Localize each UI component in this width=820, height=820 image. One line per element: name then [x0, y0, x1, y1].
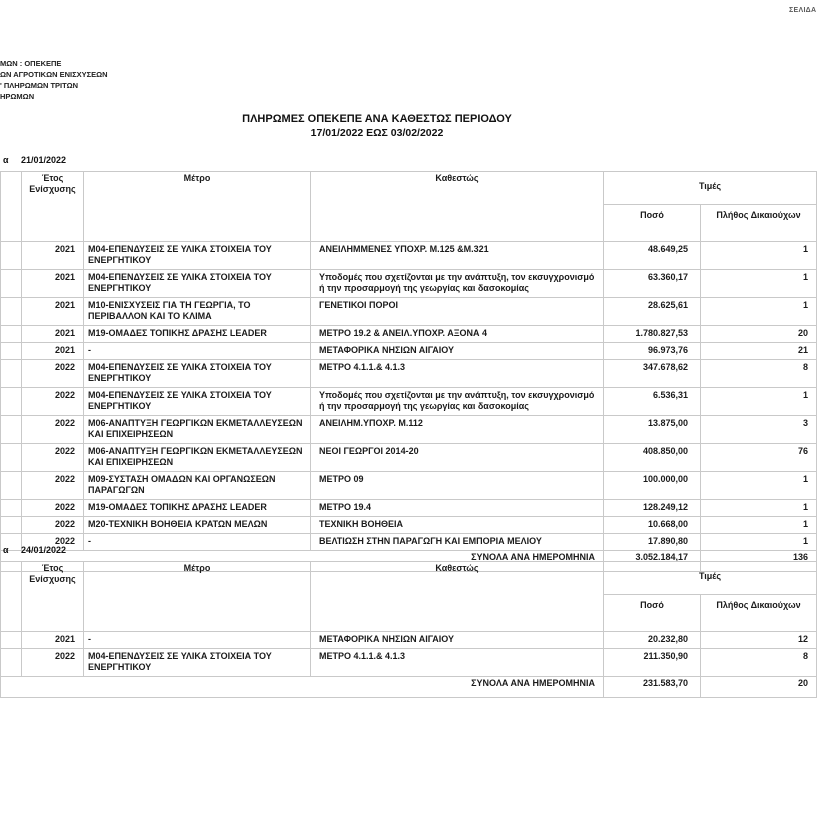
cell-amount: 17.890,80 — [604, 534, 701, 551]
cell-year: 2022 — [22, 534, 84, 551]
cell-amount: 48.649,25 — [604, 242, 701, 270]
row-left-cut-cell — [1, 416, 22, 444]
cell-count: 1 — [701, 517, 817, 534]
cell-measure: - — [84, 343, 311, 360]
cell-regime: ΜΕΤΡΟ 4.1.1.& 4.1.3 — [311, 649, 604, 677]
cell-count: 12 — [701, 632, 817, 649]
cell-year: 2022 — [22, 500, 84, 517]
cell-measure: M04-ΕΠΕΝΔΥΣΕΙΣ ΣΕ ΥΛΙΚΑ ΣΤΟΙΧΕΙΑ ΤΟΥ ΕΝΕΡΓΗΤΙΚΟΥ — [84, 360, 311, 388]
cell-count: 8 — [701, 360, 817, 388]
cell-year: 2022 — [22, 416, 84, 444]
cell-measure: M09-ΣΥΣΤΑΣΗ ΟΜΑΔΩΝ ΚΑΙ ΟΡΓΑΝΩΣΕΩΝ ΠΑΡΑΓΩΓΩΝ — [84, 472, 311, 500]
cell-count: 1 — [701, 242, 817, 270]
row-left-cut-cell — [1, 517, 22, 534]
date-value: 24/01/2022 — [21, 545, 67, 555]
table-row — [1, 298, 817, 326]
cell-year: 2022 — [22, 360, 84, 388]
total-label: ΣΥΝΟΛΑ ΑΝΑ ΗΜΕΡΟΜΗΝΙΑ — [1, 551, 604, 572]
table-body — [1, 242, 817, 551]
date-line — [0, 154, 816, 171]
cell-regime: ΑΝΕΙΛΗΜ.ΥΠΟΧΡ. Μ.112 — [311, 416, 604, 444]
table-row — [1, 649, 817, 677]
total-label: ΣΥΝΟΛΑ ΑΝΑ ΗΜΕΡΟΜΗΝΙΑ — [1, 677, 604, 698]
cell-amount: 96.973,76 — [604, 343, 701, 360]
cell-amount: 63.360,17 — [604, 270, 701, 298]
cell-year: 2022 — [22, 444, 84, 472]
cell-amount: 28.625,61 — [604, 298, 701, 326]
letterhead-line: ' ΠΛΗΡΩΜΩΝ ΤΡΙΤΩΝ — [0, 81, 79, 90]
row-left-cut-cell — [1, 343, 22, 360]
cell-measure: - — [84, 632, 311, 649]
row-left-cut-cell — [1, 298, 22, 326]
date-prefix: α — [3, 545, 9, 555]
total-count: 20 — [701, 677, 817, 698]
column-header-regime: Καθεστώς — [311, 172, 604, 242]
date-value: 21/01/2022 — [21, 155, 67, 165]
cell-year: 2021 — [22, 632, 84, 649]
cell-year: 2022 — [22, 649, 84, 677]
cell-measure: M10-ΕΝΙΣΧΥΣΕΙΣ ΓΙΑ ΤΗ ΓΕΩΡΓΙΑ, ΤΟ ΠΕΡΙΒΑΛΛΟΝ ΚΑΙ ΤΟ ΚΛΙΜΑ — [84, 298, 311, 326]
letterhead-line: ΗΡΩΜΩΝ — [0, 92, 35, 101]
cell-count: 1 — [701, 270, 817, 298]
cell-regime: ΤΕΧΝΙΚΗ ΒΟΗΘΕΙΑ — [311, 517, 604, 534]
column-header-amount: Ποσό — [604, 595, 701, 632]
report-subtitle: 17/01/2022 ΕΩΣ 03/02/2022 — [310, 127, 444, 139]
column-header-year: Έτος Ενίσχυσης — [22, 562, 84, 632]
cell-regime: ΜΕΤΡΟ 09 — [311, 472, 604, 500]
cell-measure: M20-ΤΕΧΝΙΚΗ ΒΟΗΘΕΙΑ ΚΡΑΤΩΝ ΜΕΛΩΝ — [84, 517, 311, 534]
table-row — [1, 500, 817, 517]
cell-regime: ΑΝΕΙΛΗΜΜΕΝΕΣ ΥΠΟΧΡ. Μ.125 &Μ.321 — [311, 242, 604, 270]
table-row — [1, 242, 817, 270]
cell-count: 1 — [701, 500, 817, 517]
cell-amount: 20.232,80 — [604, 632, 701, 649]
total-amount: 3.052.184,17 — [604, 551, 701, 572]
row-left-cut-cell — [1, 242, 22, 270]
total-amount: 231.583,70 — [604, 677, 701, 698]
date-prefix: α — [3, 155, 9, 165]
cell-amount: 100.000,00 — [604, 472, 701, 500]
total-row — [1, 677, 817, 698]
cell-year: 2021 — [22, 343, 84, 360]
row-left-cut-cell — [1, 649, 22, 677]
total-count: 136 — [701, 551, 817, 572]
payments-table-section-2 — [0, 544, 816, 698]
row-left-cut-cell — [1, 500, 22, 517]
cell-measure: M19-ΟΜΑΔΕΣ ΤΟΠΙΚΗΣ ΔΡΑΣΗΣ LEADER — [84, 326, 311, 343]
cell-amount: 408.850,00 — [604, 444, 701, 472]
cell-count: 1 — [701, 472, 817, 500]
cell-measure: M04-ΕΠΕΝΔΥΣΕΙΣ ΣΕ ΥΛΙΚΑ ΣΤΟΙΧΕΙΑ ΤΟΥ ΕΝΕΡΓΗΤΙΚΟΥ — [84, 649, 311, 677]
column-header-measure: Μέτρο — [84, 562, 311, 632]
table-row — [1, 517, 817, 534]
cell-count: 8 — [701, 649, 817, 677]
letterhead-block — [0, 58, 108, 102]
cell-regime: ΝΕΟΙ ΓΕΩΡΓΟΙ 2014-20 — [311, 444, 604, 472]
cell-count: 21 — [701, 343, 817, 360]
letterhead-line: ΩΝ ΑΓΡΟΤΙΚΩΝ ΕΝΙΣΧΥΣΕΩΝ — [0, 70, 108, 79]
cell-regime: ΜΕΤΡΟ 19.2 & ΑΝΕΙΛ.ΥΠΟΧΡ. ΑΞΟΝΑ 4 — [311, 326, 604, 343]
cell-year: 2021 — [22, 298, 84, 326]
cell-amount: 13.875,00 — [604, 416, 701, 444]
cell-measure: M04-ΕΠΕΝΔΥΣΕΙΣ ΣΕ ΥΛΙΚΑ ΣΤΟΙΧΕΙΑ ΤΟΥ ΕΝΕΡΓΗΤΙΚΟΥ — [84, 388, 311, 416]
cell-measure: M06-ΑΝΑΠΤΥΞΗ ΓΕΩΡΓΙΚΩΝ ΕΚΜΕΤΑΛΛΕΥΣΕΩΝ ΚΑΙ ΕΠΙΧΕΙΡΗΣΕΩΝ — [84, 444, 311, 472]
column-header-cut — [1, 172, 22, 242]
cell-regime: ΜΕΤΑΦΟΡΙΚΑ ΝΗΣΙΩΝ ΑΙΓΑΙΟΥ — [311, 343, 604, 360]
column-header-count: Πλήθος Δικαιούχων — [701, 595, 817, 632]
page-number-label: ΣΕΛΙΔΑ — [789, 7, 817, 14]
column-header-count: Πλήθος Δικαιούχων — [701, 205, 817, 242]
payments-table — [0, 171, 817, 572]
table-row — [1, 472, 817, 500]
cell-measure: M04-ΕΠΕΝΔΥΣΕΙΣ ΣΕ ΥΛΙΚΑ ΣΤΟΙΧΕΙΑ ΤΟΥ ΕΝΕΡΓΗΤΙΚΟΥ — [84, 270, 311, 298]
date-line — [0, 544, 816, 561]
column-group-values: Τιμές — [604, 562, 817, 595]
cell-regime: ΒΕΛΤΙΩΣΗ ΣΤΗΝ ΠΑΡΑΓΩΓΗ ΚΑΙ ΕΜΠΟΡΙΑ ΜΕΛΙΟΥ — [311, 534, 604, 551]
cell-count: 3 — [701, 416, 817, 444]
column-group-values: Τιμές — [604, 172, 817, 205]
row-left-cut-cell — [1, 326, 22, 343]
cell-count: 1 — [701, 388, 817, 416]
cell-count: 76 — [701, 444, 817, 472]
table-row — [1, 632, 817, 649]
table-row — [1, 416, 817, 444]
row-left-cut-cell — [1, 472, 22, 500]
row-left-cut-cell — [1, 444, 22, 472]
cell-year: 2021 — [22, 270, 84, 298]
cell-amount: 1.780.827,53 — [604, 326, 701, 343]
row-left-cut-cell — [1, 632, 22, 649]
cell-count: 20 — [701, 326, 817, 343]
cell-year: 2022 — [22, 388, 84, 416]
column-header-cut — [1, 562, 22, 632]
cell-year: 2021 — [22, 242, 84, 270]
letterhead-line: ΜΩΝ : ΟΠΕΚΕΠΕ — [0, 59, 62, 68]
cell-regime: Υποδομές που σχετίζονται με την ανάπτυξη, τον εκσυγχρονισμό ή την προσαρμογή της γεωργίας και δασοκομίας — [311, 270, 604, 298]
column-header-year: Έτος Ενίσχυσης — [22, 172, 84, 242]
cell-year: 2022 — [22, 472, 84, 500]
column-header-measure: Μέτρο — [84, 172, 311, 242]
cell-amount: 6.536,31 — [604, 388, 701, 416]
column-header-regime: Καθεστώς — [311, 562, 604, 632]
report-title: ΠΛΗΡΩΜΕΣ ΟΠΕΚΕΠΕ ΑΝΑ ΚΑΘΕΣΤΩΣ ΠΕΡΙΟΔΟΥ — [242, 113, 512, 125]
cell-amount: 211.350,90 — [604, 649, 701, 677]
cell-amount: 10.668,00 — [604, 517, 701, 534]
row-left-cut-cell — [1, 360, 22, 388]
cell-regime: ΜΕΤΡΟ 4.1.1.& 4.1.3 — [311, 360, 604, 388]
cell-measure: M06-ΑΝΑΠΤΥΞΗ ΓΕΩΡΓΙΚΩΝ ΕΚΜΕΤΑΛΛΕΥΣΕΩΝ ΚΑΙ ΕΠΙΧΕΙΡΗΣΕΩΝ — [84, 416, 311, 444]
cell-year: 2021 — [22, 326, 84, 343]
cell-regime: ΜΕΤΑΦΟΡΙΚΑ ΝΗΣΙΩΝ ΑΙΓΑΙΟΥ — [311, 632, 604, 649]
cell-regime: Υποδομές που σχετίζονται με την ανάπτυξη, τον εκσυγχρονισμό ή την προσαρμογή της γεωργίας και δασοκομίας — [311, 388, 604, 416]
table-row — [1, 326, 817, 343]
row-left-cut-cell — [1, 270, 22, 298]
table-row — [1, 360, 817, 388]
column-header-amount: Ποσό — [604, 205, 701, 242]
title-block — [242, 112, 512, 140]
payments-table — [0, 561, 817, 698]
cell-measure: - — [84, 534, 311, 551]
cell-year: 2022 — [22, 517, 84, 534]
cell-regime: ΓΕΝΕΤΙΚΟΙ ΠΟΡΟΙ — [311, 298, 604, 326]
cell-regime: ΜΕΤΡΟ 19.4 — [311, 500, 604, 517]
cell-measure: M04-ΕΠΕΝΔΥΣΕΙΣ ΣΕ ΥΛΙΚΑ ΣΤΟΙΧΕΙΑ ΤΟΥ ΕΝΕΡΓΗΤΙΚΟΥ — [84, 242, 311, 270]
cell-amount: 128.249,12 — [604, 500, 701, 517]
table-row — [1, 343, 817, 360]
payments-table-section-1 — [0, 154, 816, 572]
table-row — [1, 444, 817, 472]
row-left-cut-cell — [1, 388, 22, 416]
table-row — [1, 388, 817, 416]
cell-count: 1 — [701, 298, 817, 326]
table-row — [1, 270, 817, 298]
cell-count: 1 — [701, 534, 817, 551]
table-body — [1, 632, 817, 677]
cell-amount: 347.678,62 — [604, 360, 701, 388]
cell-measure: M19-ΟΜΑΔΕΣ ΤΟΠΙΚΗΣ ΔΡΑΣΗΣ LEADER — [84, 500, 311, 517]
